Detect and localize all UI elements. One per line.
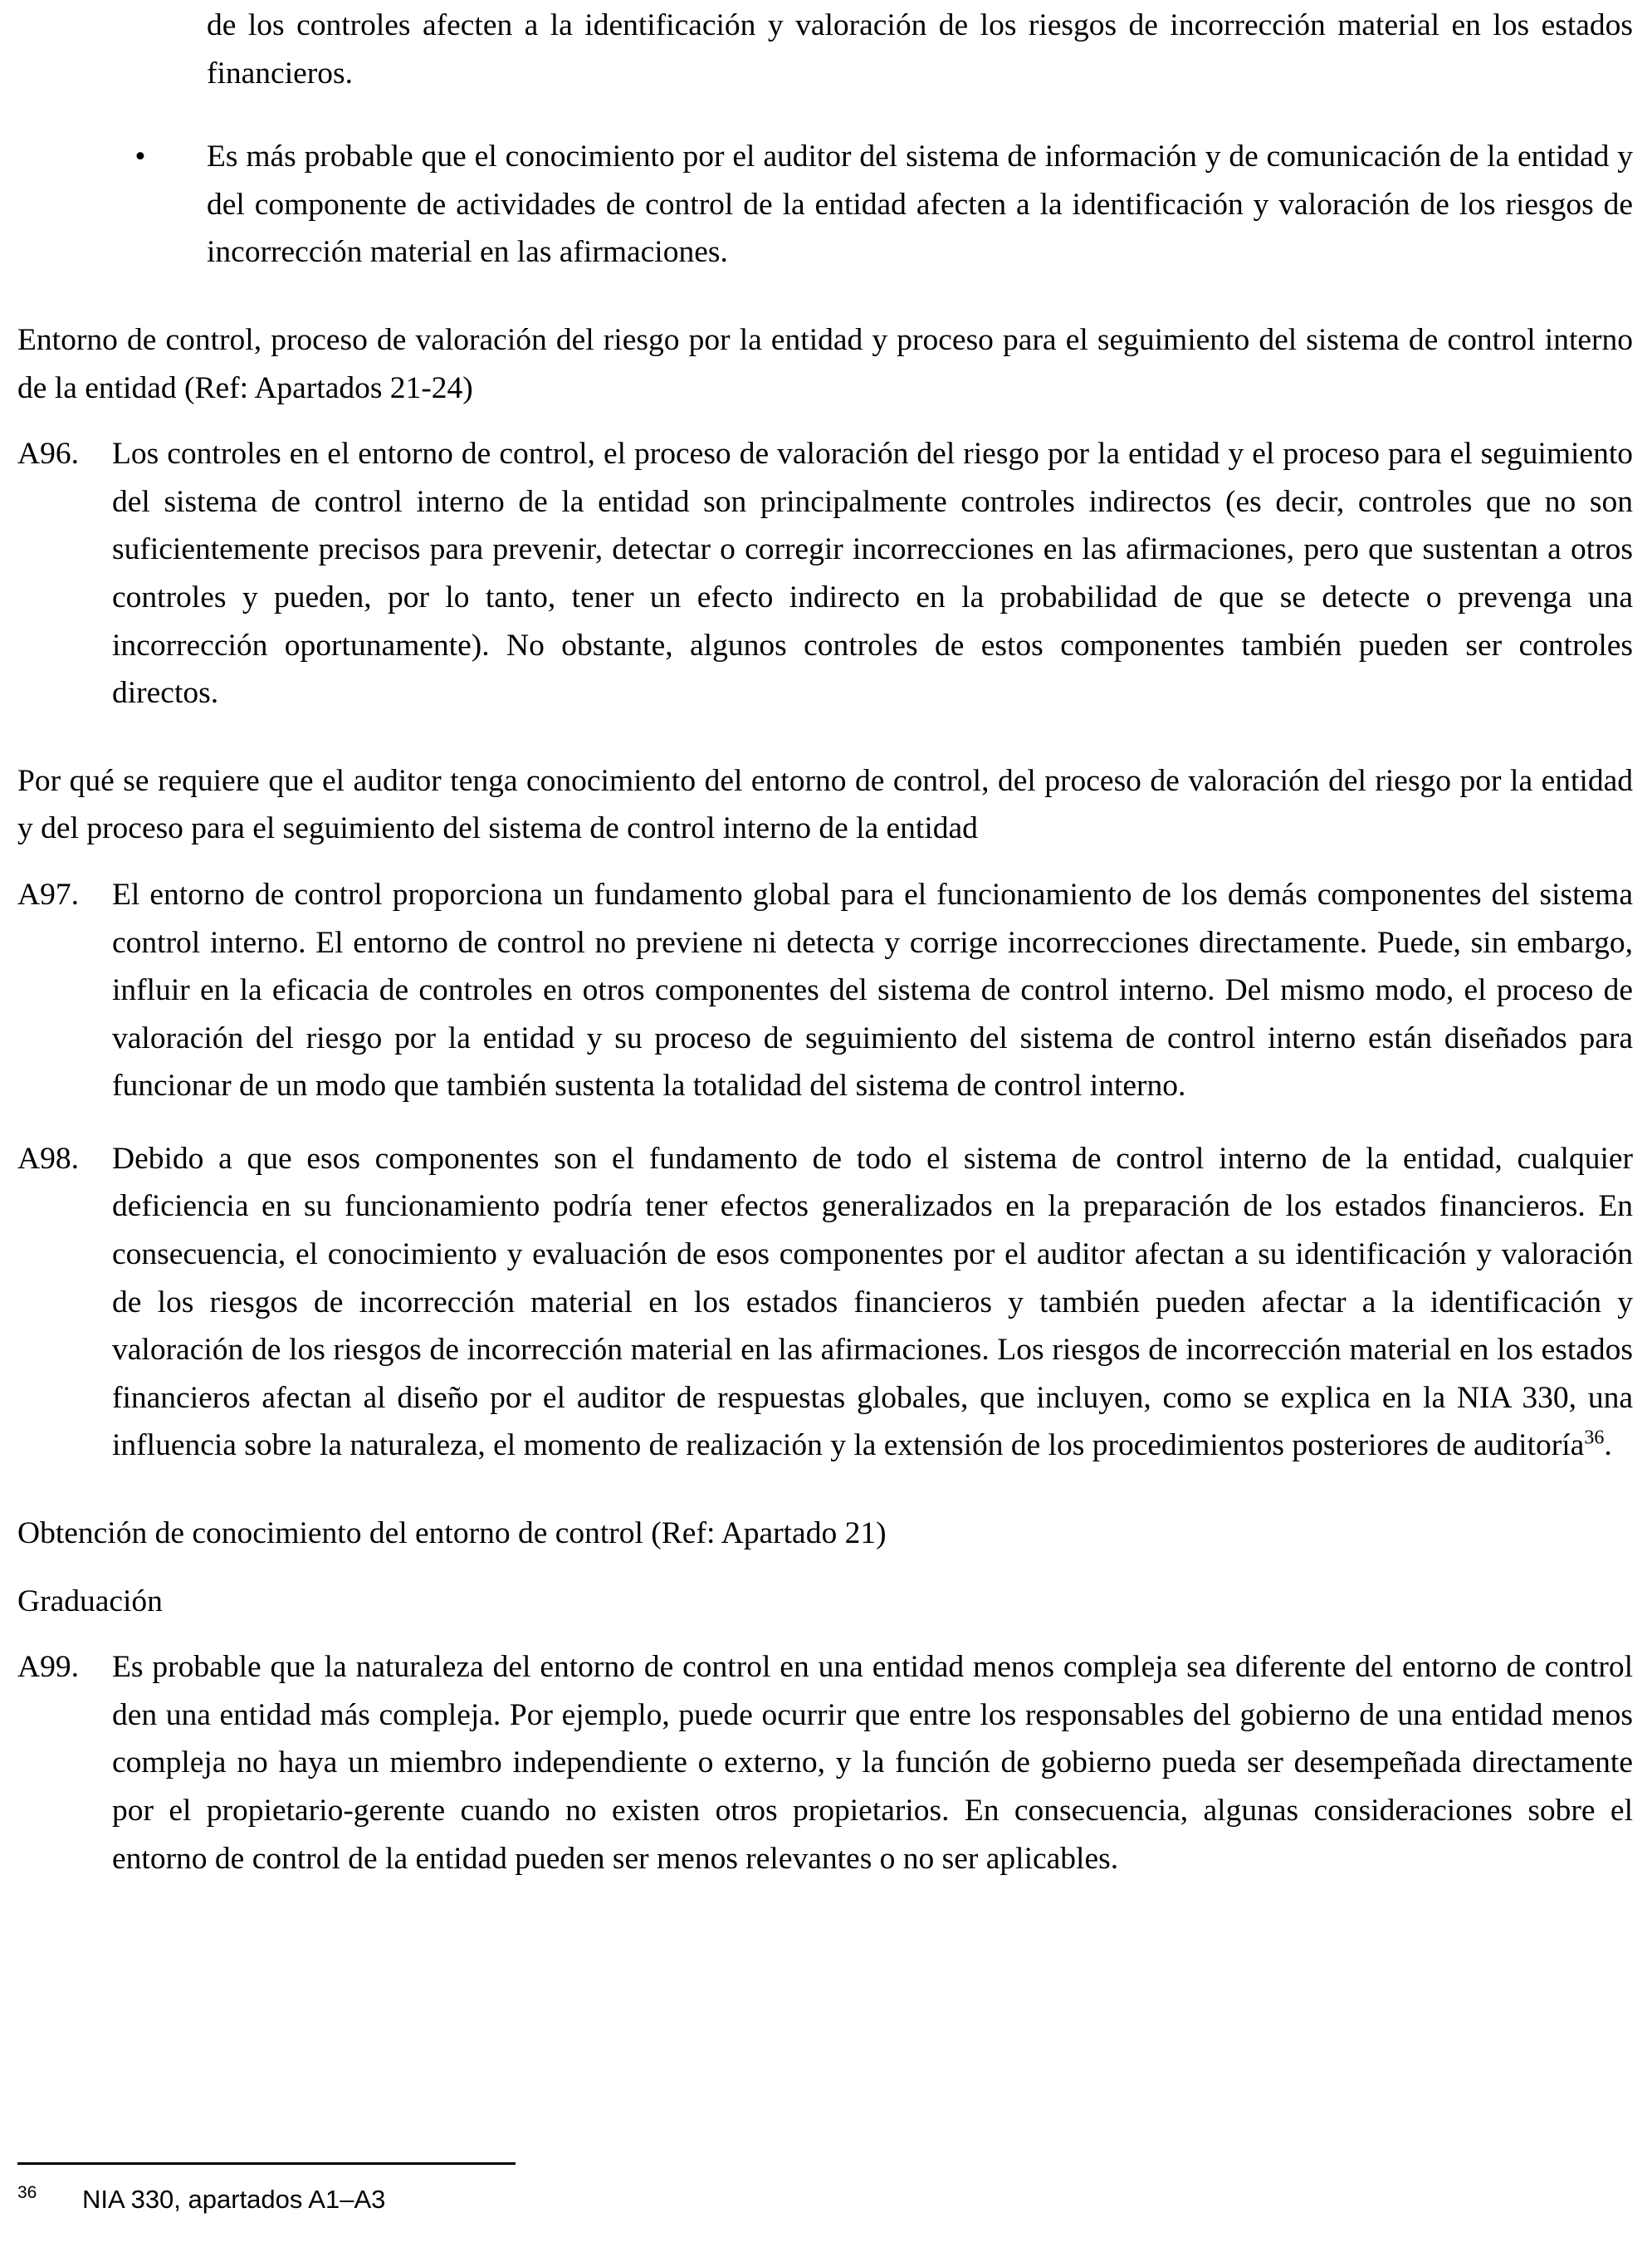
- paragraph-end: .: [1604, 1428, 1612, 1463]
- paragraph-number: A97.: [17, 877, 79, 912]
- section-heading-control-environment: Entorno de control, proceso de valoración del riesgo por la entidad y proceso para el seguimiento del sistema de control interno de la entidad (Ref: Apartados 21-24): [17, 322, 1633, 405]
- paragraph-number: A99.: [17, 1650, 79, 1685]
- paragraph-body: Debido a que esos componentes son el fundamento de todo el sistema de control interno de la entidad, cualquier deficiencia en su funcionamiento podría tener efectos generalizados en la preparación de los estados financieros. En consecuencia, el conocimiento y evaluación de esos componentes por el auditor afectan a su identificación y valoración de los riesgos de incorrección material en los estados financieros y también pueden afectar a la identificación y valoración de los riesgos de incorrección material en las afirmaciones. Los riesgos de incorrección material en los estados financieros afectan al diseño por el auditor de respuestas globales, que incluyen, como se explica en la NIA 330, una influencia sobre la naturaleza, el momento de realización y la extensión de los procedimientos posteriores de auditoría: [112, 1141, 1633, 1463]
- bullet-text: Es más probable que el conocimiento por el auditor del sistema de información y de comunicación de la entidad y del componente de actividades de control de la entidad afecten a la identificación y valoración de los riesgos de incorrección material en las afirmaciones.: [207, 140, 1633, 270]
- paragraph-text: El entorno de control proporciona un fundamento global para el funcionamiento de los demás componentes del sistema control interno. El entorno de control no previene ni detecta y corrige incorrecciones directamente. Puede, sin embargo, influir en la eficacia de controles en otros componentes del sistema de control interno. Del mismo modo, el proceso de valoración del riesgo por la entidad y su proceso de seguimiento del sistema de control interno están diseñados para funcionar de un modo que también sustenta la totalidad del sistema de control interno.: [112, 877, 1633, 1104]
- document-page: [17, 0, 1633, 1882]
- footnote-divider: [17, 2162, 516, 2165]
- footnote-text: NIA 330, apartados A1–A3: [82, 2185, 386, 2214]
- paragraph-text: [112, 1135, 1633, 1470]
- paragraph-a97: [17, 871, 1633, 1110]
- paragraph-a99: [17, 1643, 1633, 1882]
- section-heading-scaling: Graduación: [17, 1584, 163, 1618]
- bullet-text: de los controles afecten a la identificación y valoración de los riesgos de incorrección material en los estados financieros.: [207, 8, 1633, 91]
- bullet-continuation: [17, 2, 1633, 97]
- bullet-dot-icon: •: [134, 140, 146, 174]
- paragraph-text: Los controles en el entorno de control, el proceso de valoración del riesgo por la entidad y el proceso para el seguimiento del sistema de control interno de la entidad son principalmente controles indirectos (es decir, controles que no son suficientemente precisos para prevenir, detectar o corregir incorrecciones en las afirmaciones, pero que sustentan a otros controles y pueden, por lo tanto, tener un efecto indirecto en la probabilidad de que se detecte o prevenga una incorrección oportunamente). No obstante, algunos controles de estos componentes también pueden ser controles directos.: [112, 437, 1633, 711]
- paragraph-a96: [17, 430, 1633, 717]
- bullet-item: [17, 133, 1633, 277]
- paragraph-number: A98.: [17, 1141, 79, 1176]
- paragraph-a98: [17, 1135, 1633, 1470]
- paragraph-text: Es probable que la naturaleza del entorno de control en una entidad menos compleja sea diferente del entorno de control den una entidad más compleja. Por ejemplo, puede ocurrir que entre los responsables del gobierno de una entidad menos compleja no haya un miembro independiente o externo, y la función de gobierno pueda ser desempeñada directamente por el propietario-gerente cuando no existen otros propietarios. En consecuencia, algunas consideraciones sobre el entorno de control de la entidad pueden ser menos relevantes o no ser aplicables.: [112, 1650, 1633, 1876]
- section-heading-why-required: Por qué se requiere que el auditor tenga conocimiento del entorno de control, del proceso de valoración del riesgo por la entidad y del proceso para el seguimiento del sistema de control interno de la entidad: [17, 763, 1633, 846]
- footnote-number: 36: [17, 2183, 37, 2202]
- footnote-reference[interactable]: 36: [1584, 1427, 1605, 1449]
- section-heading-obtaining: Obtención de conocimiento del entorno de control (Ref: Apartado 21): [17, 1516, 887, 1551]
- paragraph-number: A96.: [17, 437, 79, 472]
